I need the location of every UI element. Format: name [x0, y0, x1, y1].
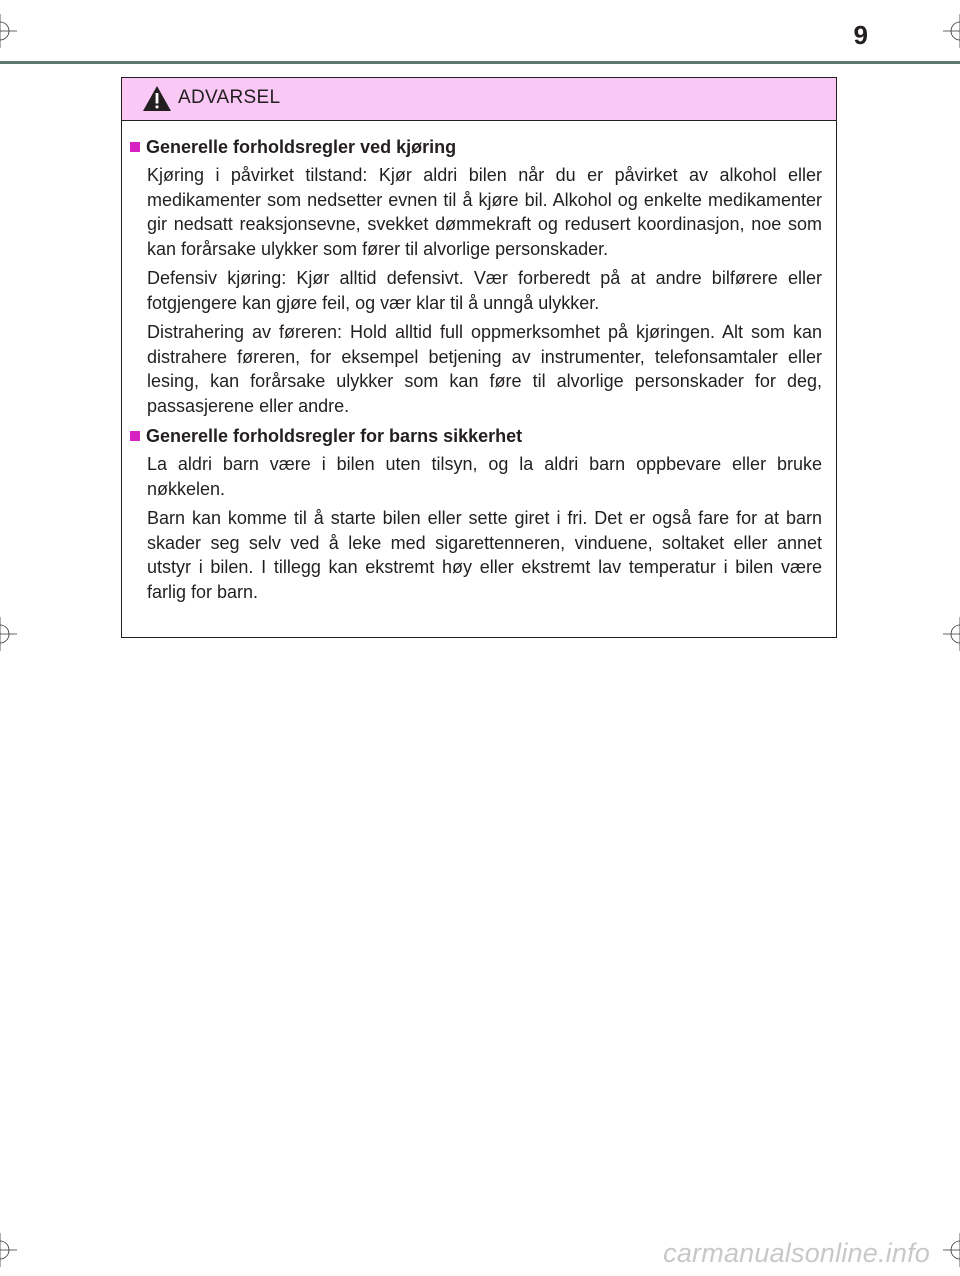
crop-mark-icon	[0, 14, 17, 48]
section-heading	[130, 424, 822, 448]
warning-triangle-icon	[142, 85, 172, 112]
paragraph: Distrahering av føreren: Hold alltid full oppmerksomhet på kjøringen. Alt som kan distrahere føreren, for eksempel betjening av instrumenter, telefonsamtaler eller lesing, kan forårsake ulykker som kan føre til alvorlige personskader for deg, passasjerene eller andre.	[147, 322, 822, 416]
warning-title: ADVARSEL	[178, 87, 281, 108]
paragraph: La aldri barn være i bilen uten tilsyn, og la aldri barn oppbevare eller bruke nøkkelen.	[147, 454, 822, 499]
page-number: 9	[853, 20, 868, 50]
section-heading	[130, 135, 822, 159]
crop-mark-icon	[0, 1233, 17, 1267]
header-rule	[0, 61, 960, 64]
warning-body	[122, 121, 836, 604]
warning-section	[130, 424, 822, 604]
paragraph: Defensiv kjøring: Kjør alltid defensivt. Vær forberedt på at andre bilførere eller fotgjengere kan gjøre feil, og vær klar til å unngå ulykker.	[147, 268, 822, 313]
section-heading-text: Generelle forholdsregler ved kjøring	[146, 137, 457, 157]
warning-section	[130, 135, 822, 418]
watermark: carmanualsonline.info	[663, 1238, 930, 1268]
crop-mark-icon	[943, 1233, 960, 1267]
warning-header	[122, 78, 836, 121]
section-heading-text: Generelle forholdsregler for barns sikkerhet	[146, 426, 523, 446]
crop-mark-icon	[0, 617, 17, 651]
crop-mark-icon	[943, 14, 960, 48]
square-bullet-icon	[130, 142, 140, 152]
paragraph: Kjøring i påvirket tilstand: Kjør aldri bilen når du er påvirket av alkohol eller medikamenter som nedsetter evnen til å kjøre bil. Alkohol og enkelte medikamenter gir nedsatt reaksjonsevne, svekket dømmekraft og redusert koordinasjon, noe som kan forårsake ulykker som fører til alvorlige personskader.	[147, 165, 822, 259]
crop-mark-icon	[943, 617, 960, 651]
square-bullet-icon	[130, 431, 140, 441]
paragraph: Barn kan komme til å starte bilen eller sette giret i fri. Det er også fare for at barn skader seg selv ved å leke med sigarettenneren, vinduene, soltaket eller annet utstyr i bilen. I tillegg kan ekstremt høy eller ekstremt lav temperatur i bilen være farlig for barn.	[147, 508, 822, 602]
warning-box	[121, 77, 837, 638]
